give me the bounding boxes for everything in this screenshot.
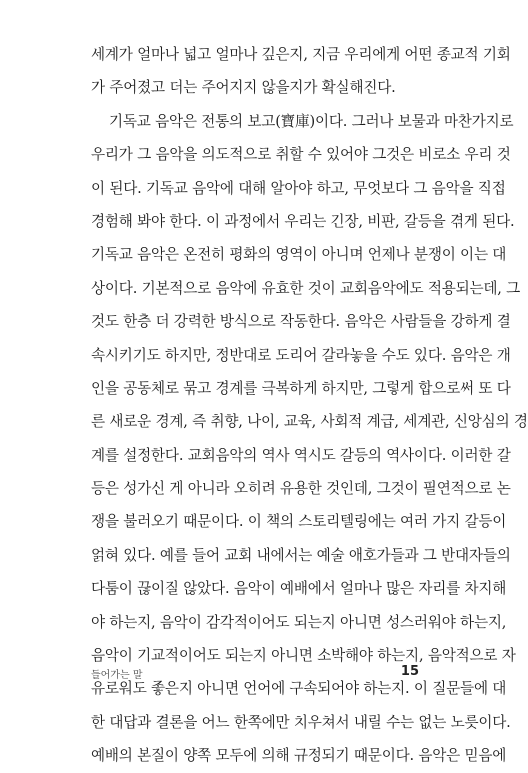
text-line: 야 하는지, 음악이 감각적이어도 되는지 아니면 성스러워야 하는지, — [91, 613, 507, 631]
body-text — [91, 38, 528, 773]
text-line: 계를 설정한다. 교회음악의 역사 역시도 갈등의 역사이다. 이러한 갈 — [91, 446, 511, 464]
text-line: 기독교 음악은 전통의 보고(寶庫)이다. 그러나 보물과 마찬가지로 — [109, 112, 514, 130]
text-line: 가 주어졌고 더는 주어지지 않을지가 확실해진다. — [91, 79, 396, 97]
text-line: 유로워도 좋은지 아니면 언어에 구속되어야 하는지. 이 질문들에 대 — [91, 680, 507, 698]
text-line: 얽혀 있다. 예를 들어 교회 내에서는 예술 애호가들과 그 반대자들의 — [91, 546, 511, 564]
page-footer — [91, 666, 419, 686]
text-line: 세계가 얼마나 넓고 얼마나 깊은지, 지금 우리에게 어떤 종교적 기회 — [91, 46, 511, 63]
text-line: 한 대답과 결론을 어느 한쪽에만 치우쳐서 내릴 수는 없는 노릇이다. — [91, 713, 511, 731]
text-line: 기독교 음악은 온전히 평화의 영역이 아니며 언제나 분쟁이 이는 대 — [91, 246, 507, 264]
running-title: 들어가는 말 — [91, 670, 143, 681]
text-line: 예배의 본질이 양쪽 모두에 의해 규정되기 때문이다. 음악은 믿음에 — [91, 747, 507, 765]
text-line: 것도 한층 더 강력한 방식으로 작동한다. 음악은 사람들을 강하게 결 — [91, 313, 511, 331]
text-line: 쟁을 불러오기 때문이다. 이 책의 스토리텔링에는 여러 가지 갈등이 — [91, 513, 507, 531]
text-line: 다툼이 끊이질 않았다. 음악이 예배에서 얼마나 많은 자리를 차지해 — [91, 580, 507, 598]
page-number: 15 — [400, 664, 419, 679]
text-line: 상이다. 기본적으로 음악에 유효한 것이 교회음악에도 적용되는데, 그 — [91, 279, 521, 297]
text-line: 이 된다. 기독교 음악에 대해 알아야 하고, 무엇보다 그 음악을 직접 — [91, 179, 506, 197]
text-line: 인을 공동체로 묶고 경계를 극복하게 하지만, 그렇게 합으로써 또 다 — [91, 379, 511, 397]
text-line: 등은 성가신 게 아니라 오히려 유용한 것인데, 그것이 필연적으로 논 — [91, 480, 511, 498]
text-line: 우리가 그 음악을 의도적으로 취할 수 있어야 그것은 비로소 우리 것 — [91, 146, 511, 164]
text-line: 경험해 봐야 한다. 이 과정에서 우리는 긴장, 비판, 갈등을 겪게 된다. — [91, 212, 515, 230]
text-line: 음악이 기교적이어도 되는지 아니면 소박해야 하는지, 음악적으로 자 — [91, 647, 516, 665]
text-line: 른 새로운 경계, 즉 취향, 나이, 교육, 사회적 계급, 세계관, 신앙심의 경 — [91, 413, 528, 431]
text-line: 속시키기도 하지만, 정반대로 도리어 갈라놓을 수도 있다. 음악은 개 — [91, 346, 511, 364]
